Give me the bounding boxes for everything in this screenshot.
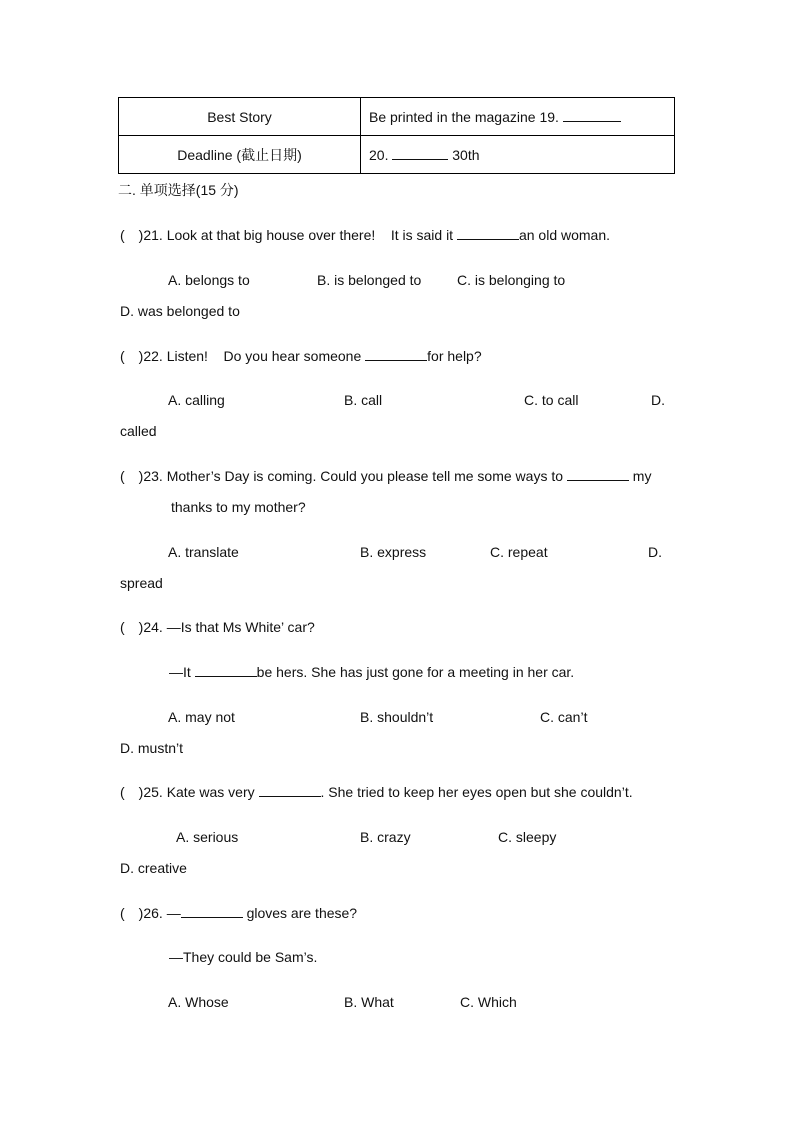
table-cell-value: 20. 30th xyxy=(361,136,675,174)
question-25: ( )25. Kate was very . She tried to keep her eyes open but she couldn’t. xyxy=(120,784,633,800)
question-24: ( )24. —Is that Ms White’ car? xyxy=(120,619,315,635)
option-b[interactable]: B. shouldn’t xyxy=(360,709,434,725)
option-a[interactable]: A. may not xyxy=(168,709,235,725)
option-c[interactable]: C. Which xyxy=(460,994,517,1010)
question-22: ( )22. Listen! Do you hear someone for help? xyxy=(120,348,482,364)
option-b[interactable]: B. is belonged to xyxy=(317,272,422,288)
option-a[interactable]: A. translate xyxy=(168,544,239,560)
option-a[interactable]: A. Whose xyxy=(168,994,229,1010)
table-cell-label: Best Story xyxy=(119,98,361,136)
table-cell-value: Be printed in the magazine 19. xyxy=(361,98,675,136)
option-b[interactable]: B. crazy xyxy=(360,829,411,845)
option-a[interactable]: A. serious xyxy=(176,829,239,845)
table-cell-label: Deadline (截止日期) xyxy=(119,136,361,174)
answer-blank xyxy=(392,146,448,160)
answer-blank xyxy=(195,663,257,677)
option-b[interactable]: B. express xyxy=(360,544,427,560)
answer-blank xyxy=(181,904,243,918)
question-26: ( )26. — gloves are these? xyxy=(120,905,358,921)
answer-blank xyxy=(567,467,629,481)
question-21: ( )21. Look at that big house over there! It is said it an old woman. xyxy=(120,227,611,243)
option-d-text[interactable]: spread xyxy=(120,575,163,591)
option-c[interactable]: C. repeat xyxy=(490,544,548,560)
option-d-text[interactable]: called xyxy=(120,423,157,439)
question-26-line2: —They could be Sam’s. xyxy=(169,949,318,965)
section-title: 二. 单项选择(15 分) xyxy=(118,182,239,198)
option-a[interactable]: A. calling xyxy=(168,392,225,408)
question-23: ( )23. Mother’s Day is coming. Could you please tell me some ways to my xyxy=(120,468,652,484)
answer-blank xyxy=(457,226,519,240)
option-d[interactable]: D. xyxy=(651,392,665,408)
option-c[interactable]: C. is belonging to xyxy=(457,272,566,288)
option-c[interactable]: C. to call xyxy=(524,392,579,408)
option-d[interactable]: D. creative xyxy=(120,860,187,876)
option-b[interactable]: B. What xyxy=(344,994,394,1010)
option-c[interactable]: C. can’t xyxy=(540,709,588,725)
option-c[interactable]: C. sleepy xyxy=(498,829,557,845)
option-d[interactable]: D. xyxy=(648,544,662,560)
question-23-line2: thanks to my mother? xyxy=(171,499,306,515)
question-24-line2: —It be hers. She has just gone for a meeting in her car. xyxy=(169,664,575,680)
option-d[interactable]: D. was belonged to xyxy=(120,303,240,319)
option-a[interactable]: A. belongs to xyxy=(168,272,250,288)
option-d[interactable]: D. mustn’t xyxy=(120,740,184,756)
answer-blank xyxy=(259,783,321,797)
table-row xyxy=(119,136,675,174)
answer-blank xyxy=(365,347,427,361)
answer-blank xyxy=(563,108,621,122)
option-b[interactable]: B. call xyxy=(344,392,383,408)
table-row xyxy=(119,98,675,136)
info-table xyxy=(118,97,675,174)
